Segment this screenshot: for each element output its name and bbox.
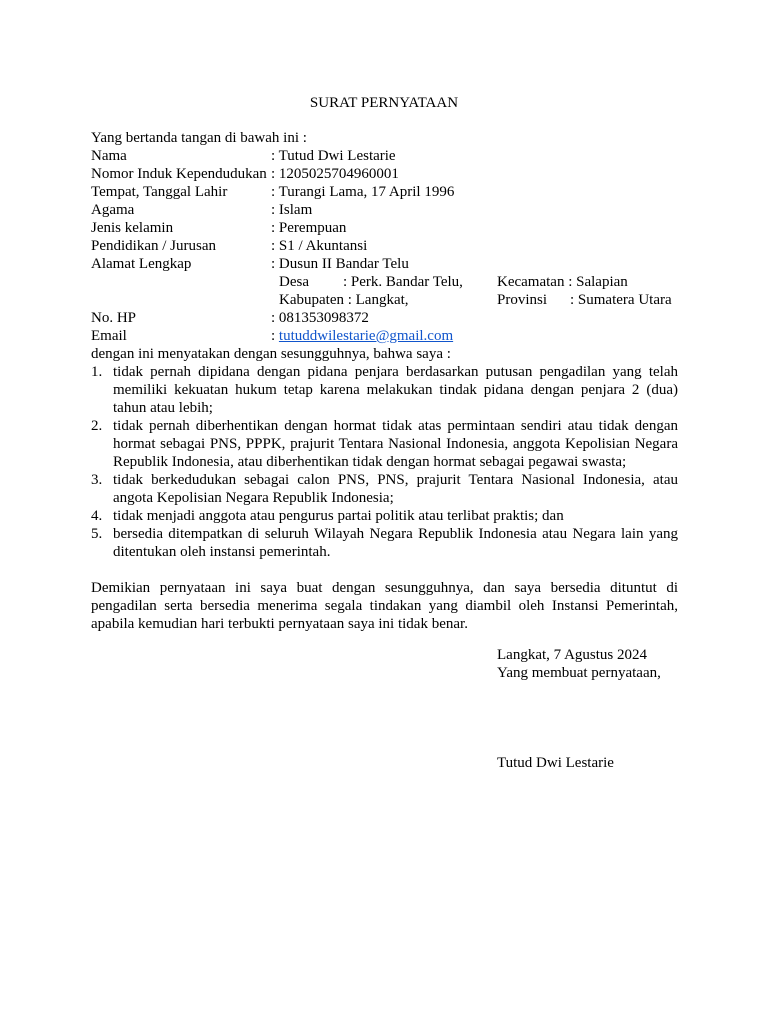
field-label: Agama (91, 202, 135, 218)
field-row-gender (91, 219, 678, 237)
field-row-address (91, 255, 678, 273)
field-value: : Islam (271, 202, 313, 218)
item-number: 5. (91, 526, 103, 542)
field-row-education (91, 237, 678, 255)
item-number: 4. (91, 508, 103, 524)
field-label: No. HP (91, 310, 137, 326)
item-text: tidak menjadi anggota atau pengurus partai politik atau terlibat praktis; dan (113, 508, 564, 524)
list-item (91, 507, 678, 525)
field-value: : Tutud Dwi Lestarie (271, 148, 396, 164)
field-value: : Dusun II Bandar Telu (271, 256, 409, 272)
field-row-religion (91, 201, 678, 219)
field-row-nik (91, 165, 678, 183)
email-prefix: : (271, 328, 279, 344)
address-row-1 (91, 273, 678, 291)
document-title: SURAT PERNYATAAN (309, 95, 459, 111)
field-value: : Turangi Lama, 17 April 1996 (271, 184, 455, 200)
provinsi-value: : Sumatera Utara (570, 292, 672, 308)
kabupaten: Kabupaten : Langkat, (279, 292, 409, 308)
signature-block (497, 646, 661, 682)
statement-list (91, 363, 678, 561)
field-label: Pendidikan / Jurusan (91, 238, 216, 254)
item-text: bersedia ditempatkan di seluruh Wilayah Negara Republik Indonesia atau Negara lain yang ditentukan oleh instansi pemerintah. (113, 526, 678, 560)
closing-paragraph: Demikian pernyataan ini saya buat dengan sesungguhnya, dan saya bersedia dituntut di pengadilan serta bersedia menerima segala tindakan yang diambil oleh Instansi Pemerintah, apabila kemudian hari terbukti pernyataan saya ini tidak benar. (91, 580, 678, 632)
statement-intro: dengan ini menyatakan dengan sesungguhnya, bahwa saya : (91, 346, 451, 362)
email-link[interactable]: tutuddwilestarie@gmail.com (278, 328, 454, 344)
field-label: Alamat Lengkap (91, 256, 192, 272)
field-value: : S1 / Akuntansi (271, 238, 368, 254)
signer-name: Tutud Dwi Lestarie (497, 755, 614, 771)
desa-value: : Perk. Bandar Telu, (343, 274, 463, 290)
field-row-email (91, 327, 678, 345)
provinsi-label: Provinsi (497, 292, 548, 308)
field-label: Tempat, Tanggal Lahir (91, 184, 228, 200)
field-row-birth (91, 183, 678, 201)
item-number: 3. (91, 472, 103, 488)
field-value: : 081353098372 (271, 310, 369, 326)
place-date: Langkat, 7 Agustus 2024 (497, 647, 647, 663)
kecamatan: Kecamatan : Salapian (497, 274, 628, 290)
document-body (91, 129, 678, 633)
item-text: tidak pernah diberhentikan dengan hormat tidak atas permintaan sendiri atau tidak dengan hormat sebagai PNS, PPPK, prajurit Tentara Nasional Indonesia, anggota Kepolisian Negara Republik Indonesia, atau diberhentikan tidak dengan hormat sebagai pegawai swasta; (113, 418, 678, 470)
item-number: 2. (91, 418, 103, 434)
list-item (91, 417, 678, 471)
address-row-2 (91, 291, 678, 309)
item-text: tidak pernah dipidana dengan pidana penjara berdasarkan putusan pengadilan yang telah memiliki kekuatan hukum tetap karena melakukan tindak pidana dengan penjara 2 (dua) tahun atau lebih; (113, 364, 678, 416)
field-label: Jenis kelamin (91, 220, 174, 236)
desa-label: Desa (279, 274, 309, 290)
field-row-name (91, 147, 678, 165)
item-text: tidak berkedudukan sebagai calon PNS, PNS, prajurit Tentara Nasional Indonesia, atau angota Kepolisian Negara Republik Indonesia; (113, 472, 678, 506)
field-label: Email (91, 328, 127, 344)
field-row-phone (91, 309, 678, 327)
list-item (91, 363, 678, 417)
field-value: : 1205025704960001 (271, 166, 399, 182)
intro-text: Yang bertanda tangan di bawah ini : (91, 130, 307, 146)
field-label: Nomor Induk Kependudukan (91, 166, 267, 182)
field-label: Nama (91, 148, 127, 164)
field-value: : Perempuan (271, 220, 347, 236)
maker-label: Yang membuat pernyataan, (497, 665, 661, 681)
list-item (91, 525, 678, 561)
item-number: 1. (91, 364, 103, 380)
list-item (91, 471, 678, 507)
